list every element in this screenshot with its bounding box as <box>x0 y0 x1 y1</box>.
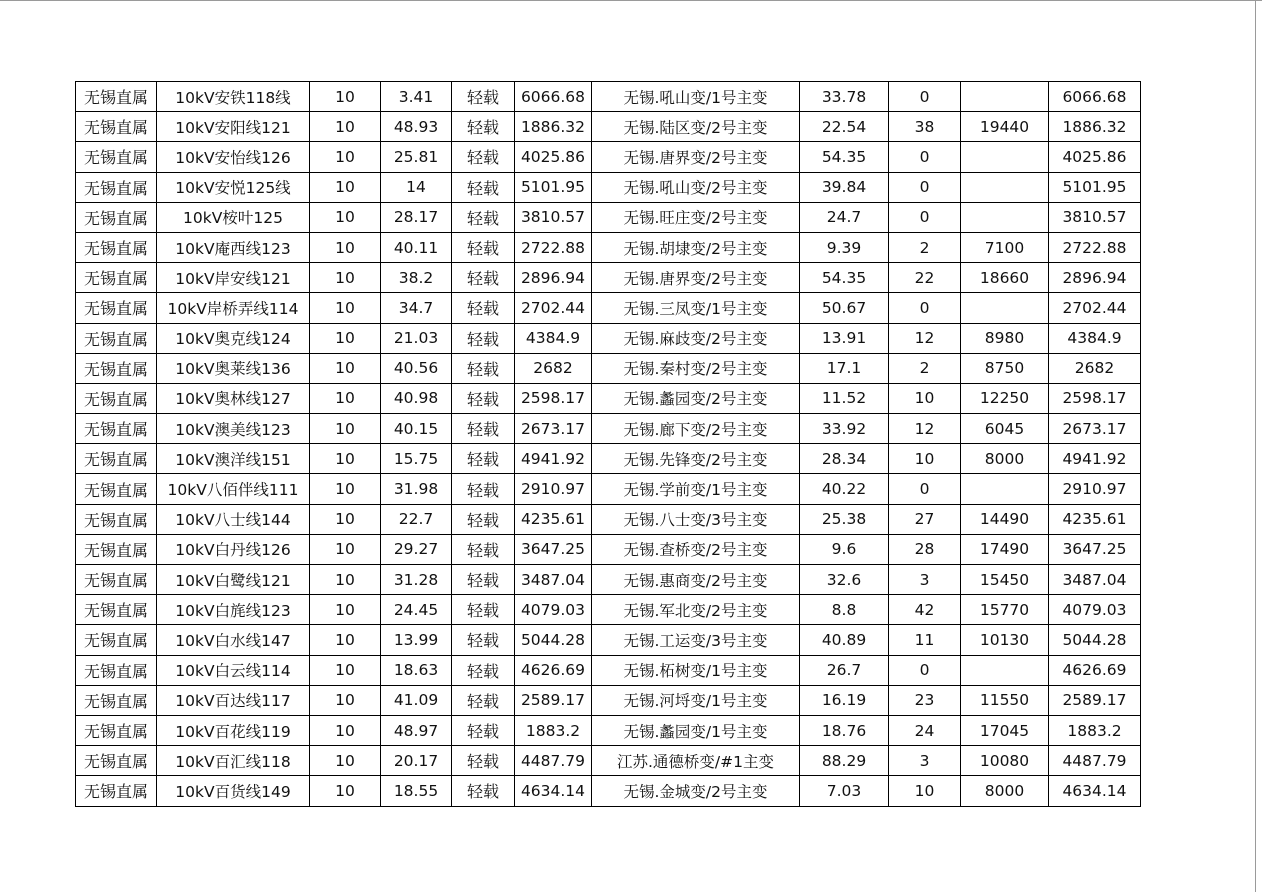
cell-value-b: 1883.2 <box>1049 715 1141 745</box>
cell-count: 38 <box>889 112 961 142</box>
table-row <box>76 655 1141 685</box>
table-row <box>76 776 1141 806</box>
cell-load-status: 轻载 <box>452 232 515 262</box>
cell-transformer: 无锡.胡埭变/2号主变 <box>592 232 800 262</box>
cell-value-a: 1886.32 <box>515 112 592 142</box>
cell-value-b: 6066.68 <box>1049 82 1141 112</box>
table-row <box>76 746 1141 776</box>
cell-load-status: 轻载 <box>452 112 515 142</box>
cell-count: 0 <box>889 293 961 323</box>
cell-capacity <box>961 142 1049 172</box>
cell-line-name: 10kV百汇线118 <box>157 746 310 776</box>
cell-capacity <box>961 474 1049 504</box>
cell-load-status: 轻载 <box>452 655 515 685</box>
cell-load-rate: 18.55 <box>381 776 452 806</box>
cell-line-name: 10kV庵西线123 <box>157 232 310 262</box>
cell-load-rate: 48.97 <box>381 715 452 745</box>
cell-line-name: 10kV澳美线123 <box>157 414 310 444</box>
cell-transformer-load-rate: 18.76 <box>800 715 889 745</box>
cell-value-b: 3810.57 <box>1049 202 1141 232</box>
cell-transformer-load-rate: 88.29 <box>800 746 889 776</box>
cell-voltage-level: 10 <box>310 232 381 262</box>
cell-count: 0 <box>889 474 961 504</box>
cell-load-rate: 13.99 <box>381 625 452 655</box>
cell-load-rate: 31.98 <box>381 474 452 504</box>
cell-transformer-load-rate: 22.54 <box>800 112 889 142</box>
cell-capacity: 15770 <box>961 595 1049 625</box>
cell-voltage-level: 10 <box>310 685 381 715</box>
cell-value-b: 3487.04 <box>1049 565 1141 595</box>
cell-value-b: 4634.14 <box>1049 776 1141 806</box>
cell-voltage-level: 10 <box>310 504 381 534</box>
cell-value-b: 4025.86 <box>1049 142 1141 172</box>
cell-value-a: 4384.9 <box>515 323 592 353</box>
cell-value-a: 5044.28 <box>515 625 592 655</box>
cell-count: 3 <box>889 565 961 595</box>
cell-transformer-load-rate: 54.35 <box>800 263 889 293</box>
cell-transformer-load-rate: 33.78 <box>800 82 889 112</box>
cell-load-rate: 25.81 <box>381 142 452 172</box>
cell-voltage-level: 10 <box>310 414 381 444</box>
cell-value-b: 4235.61 <box>1049 504 1141 534</box>
cell-voltage-level: 10 <box>310 776 381 806</box>
cell-line-name: 10kV岸安线121 <box>157 263 310 293</box>
cell-transformer: 无锡.学前变/1号主变 <box>592 474 800 504</box>
cell-unit: 无锡直属 <box>76 595 157 625</box>
cell-unit: 无锡直属 <box>76 474 157 504</box>
cell-line-name: 10kV安悦125线 <box>157 172 310 202</box>
cell-transformer-load-rate: 11.52 <box>800 383 889 413</box>
cell-load-status: 轻载 <box>452 383 515 413</box>
cell-line-name: 10kV白鹭线121 <box>157 565 310 595</box>
cell-unit: 无锡直属 <box>76 232 157 262</box>
cell-value-a: 2910.97 <box>515 474 592 504</box>
cell-value-b: 2673.17 <box>1049 414 1141 444</box>
table-row <box>76 534 1141 564</box>
cell-load-rate: 15.75 <box>381 444 452 474</box>
cell-transformer: 无锡.蠡园变/2号主变 <box>592 383 800 413</box>
cell-value-a: 2682 <box>515 353 592 383</box>
cell-unit: 无锡直属 <box>76 444 157 474</box>
cell-capacity: 6045 <box>961 414 1049 444</box>
table-body <box>76 82 1141 807</box>
cell-voltage-level: 10 <box>310 474 381 504</box>
cell-line-name: 10kV奥克线124 <box>157 323 310 353</box>
cell-transformer-load-rate: 39.84 <box>800 172 889 202</box>
cell-load-status: 轻载 <box>452 595 515 625</box>
cell-count: 0 <box>889 142 961 172</box>
cell-voltage-level: 10 <box>310 534 381 564</box>
cell-transformer: 无锡.军北变/2号主变 <box>592 595 800 625</box>
cell-capacity <box>961 172 1049 202</box>
cell-transformer: 无锡.金城变/2号主变 <box>592 776 800 806</box>
cell-unit: 无锡直属 <box>76 172 157 202</box>
cell-transformer-load-rate: 25.38 <box>800 504 889 534</box>
cell-voltage-level: 10 <box>310 172 381 202</box>
table-row <box>76 293 1141 323</box>
cell-voltage-level: 10 <box>310 353 381 383</box>
cell-load-rate: 40.56 <box>381 353 452 383</box>
table-row <box>76 232 1141 262</box>
cell-value-a: 6066.68 <box>515 82 592 112</box>
cell-count: 11 <box>889 625 961 655</box>
cell-capacity <box>961 655 1049 685</box>
cell-line-name: 10kV安阳线121 <box>157 112 310 142</box>
cell-unit: 无锡直属 <box>76 565 157 595</box>
cell-voltage-level: 10 <box>310 383 381 413</box>
table-row <box>76 715 1141 745</box>
cell-value-b: 2722.88 <box>1049 232 1141 262</box>
table-row <box>76 444 1141 474</box>
cell-load-rate: 38.2 <box>381 263 452 293</box>
cell-load-rate: 3.41 <box>381 82 452 112</box>
cell-unit: 无锡直属 <box>76 715 157 745</box>
cell-count: 10 <box>889 776 961 806</box>
cell-capacity: 7100 <box>961 232 1049 262</box>
cell-value-a: 3647.25 <box>515 534 592 564</box>
cell-value-b: 5044.28 <box>1049 625 1141 655</box>
cell-capacity <box>961 293 1049 323</box>
cell-transformer-load-rate: 26.7 <box>800 655 889 685</box>
cell-value-b: 1886.32 <box>1049 112 1141 142</box>
table-row <box>76 353 1141 383</box>
table-row <box>76 172 1141 202</box>
cell-transformer-load-rate: 17.1 <box>800 353 889 383</box>
cell-transformer-load-rate: 28.34 <box>800 444 889 474</box>
cell-transformer-load-rate: 9.6 <box>800 534 889 564</box>
cell-unit: 无锡直属 <box>76 655 157 685</box>
cell-value-a: 2589.17 <box>515 685 592 715</box>
cell-unit: 无锡直属 <box>76 142 157 172</box>
cell-value-b: 2598.17 <box>1049 383 1141 413</box>
cell-value-a: 4079.03 <box>515 595 592 625</box>
cell-load-rate: 40.15 <box>381 414 452 444</box>
cell-load-rate: 14 <box>381 172 452 202</box>
cell-value-a: 4025.86 <box>515 142 592 172</box>
cell-count: 42 <box>889 595 961 625</box>
cell-value-b: 4487.79 <box>1049 746 1141 776</box>
cell-value-a: 4626.69 <box>515 655 592 685</box>
cell-line-name: 10kV白旄线123 <box>157 595 310 625</box>
cell-transformer: 无锡.唐界变/2号主变 <box>592 263 800 293</box>
table-row <box>76 142 1141 172</box>
cell-load-status: 轻载 <box>452 625 515 655</box>
cell-line-name: 10kV百花线119 <box>157 715 310 745</box>
cell-value-a: 3487.04 <box>515 565 592 595</box>
cell-transformer-load-rate: 16.19 <box>800 685 889 715</box>
cell-value-b: 5101.95 <box>1049 172 1141 202</box>
cell-capacity: 8980 <box>961 323 1049 353</box>
cell-load-rate: 21.03 <box>381 323 452 353</box>
cell-load-status: 轻载 <box>452 82 515 112</box>
cell-unit: 无锡直属 <box>76 414 157 444</box>
cell-capacity: 8000 <box>961 776 1049 806</box>
table-row <box>76 625 1141 655</box>
cell-voltage-level: 10 <box>310 655 381 685</box>
cell-transformer-load-rate: 9.39 <box>800 232 889 262</box>
cell-line-name: 10kV八士线144 <box>157 504 310 534</box>
cell-transformer-load-rate: 54.35 <box>800 142 889 172</box>
cell-load-status: 轻载 <box>452 504 515 534</box>
cell-load-rate: 34.7 <box>381 293 452 323</box>
table-row <box>76 112 1141 142</box>
cell-load-rate: 41.09 <box>381 685 452 715</box>
feeder-load-table <box>75 81 1141 807</box>
cell-line-name: 10kV白云线114 <box>157 655 310 685</box>
cell-transformer: 无锡.吼山变/2号主变 <box>592 172 800 202</box>
cell-voltage-level: 10 <box>310 565 381 595</box>
cell-value-a: 1883.2 <box>515 715 592 745</box>
table-row <box>76 263 1141 293</box>
cell-load-status: 轻载 <box>452 715 515 745</box>
cell-load-rate: 20.17 <box>381 746 452 776</box>
cell-value-a: 2896.94 <box>515 263 592 293</box>
cell-line-name: 10kV百货线149 <box>157 776 310 806</box>
cell-load-rate: 40.11 <box>381 232 452 262</box>
cell-count: 10 <box>889 444 961 474</box>
cell-value-b: 2896.94 <box>1049 263 1141 293</box>
cell-load-status: 轻载 <box>452 746 515 776</box>
cell-value-a: 2673.17 <box>515 414 592 444</box>
cell-load-status: 轻载 <box>452 685 515 715</box>
cell-load-rate: 22.7 <box>381 504 452 534</box>
cell-capacity: 19440 <box>961 112 1049 142</box>
cell-load-rate: 29.27 <box>381 534 452 564</box>
cell-transformer-load-rate: 32.6 <box>800 565 889 595</box>
cell-transformer: 无锡.陆区变/2号主变 <box>592 112 800 142</box>
cell-value-a: 3810.57 <box>515 202 592 232</box>
cell-capacity: 8000 <box>961 444 1049 474</box>
table-row <box>76 685 1141 715</box>
cell-line-name: 10kV奥林线127 <box>157 383 310 413</box>
cell-load-rate: 31.28 <box>381 565 452 595</box>
cell-load-status: 轻载 <box>452 323 515 353</box>
cell-transformer-load-rate: 24.7 <box>800 202 889 232</box>
cell-transformer: 无锡.先锋变/2号主变 <box>592 444 800 474</box>
cell-voltage-level: 10 <box>310 595 381 625</box>
cell-load-status: 轻载 <box>452 776 515 806</box>
cell-capacity: 14490 <box>961 504 1049 534</box>
cell-value-a: 4941.92 <box>515 444 592 474</box>
cell-capacity: 11550 <box>961 685 1049 715</box>
cell-transformer-load-rate: 13.91 <box>800 323 889 353</box>
cell-line-name: 10kV百达线117 <box>157 685 310 715</box>
cell-voltage-level: 10 <box>310 625 381 655</box>
page-right-border <box>1255 0 1256 892</box>
cell-line-name: 10kV白水线147 <box>157 625 310 655</box>
cell-load-status: 轻载 <box>452 172 515 202</box>
cell-capacity: 12250 <box>961 383 1049 413</box>
table-row <box>76 565 1141 595</box>
cell-count: 0 <box>889 172 961 202</box>
cell-unit: 无锡直属 <box>76 82 157 112</box>
cell-load-status: 轻载 <box>452 353 515 383</box>
cell-voltage-level: 10 <box>310 82 381 112</box>
cell-value-a: 4634.14 <box>515 776 592 806</box>
cell-capacity <box>961 82 1049 112</box>
cell-capacity: 10080 <box>961 746 1049 776</box>
cell-load-status: 轻载 <box>452 142 515 172</box>
cell-count: 24 <box>889 715 961 745</box>
cell-transformer: 无锡.工运变/3号主变 <box>592 625 800 655</box>
cell-value-a: 2598.17 <box>515 383 592 413</box>
cell-voltage-level: 10 <box>310 202 381 232</box>
cell-load-status: 轻载 <box>452 293 515 323</box>
cell-line-name: 10kV澳洋线151 <box>157 444 310 474</box>
cell-value-a: 4235.61 <box>515 504 592 534</box>
cell-transformer: 无锡.蠡园变/1号主变 <box>592 715 800 745</box>
table-row <box>76 414 1141 444</box>
cell-transformer: 无锡.廊下变/2号主变 <box>592 414 800 444</box>
cell-count: 12 <box>889 414 961 444</box>
cell-value-a: 4487.79 <box>515 746 592 776</box>
cell-capacity: 15450 <box>961 565 1049 595</box>
cell-voltage-level: 10 <box>310 142 381 172</box>
cell-load-status: 轻载 <box>452 534 515 564</box>
table-row <box>76 504 1141 534</box>
cell-load-status: 轻载 <box>452 474 515 504</box>
cell-transformer: 无锡.惠商变/2号主变 <box>592 565 800 595</box>
cell-line-name: 10kV安铁118线 <box>157 82 310 112</box>
cell-transformer: 无锡.查桥变/2号主变 <box>592 534 800 564</box>
cell-unit: 无锡直属 <box>76 353 157 383</box>
cell-count: 2 <box>889 232 961 262</box>
cell-unit: 无锡直属 <box>76 685 157 715</box>
cell-value-b: 4384.9 <box>1049 323 1141 353</box>
cell-count: 10 <box>889 383 961 413</box>
cell-unit: 无锡直属 <box>76 323 157 353</box>
cell-value-b: 4941.92 <box>1049 444 1141 474</box>
cell-load-rate: 28.17 <box>381 202 452 232</box>
cell-transformer: 无锡.柘树变/1号主变 <box>592 655 800 685</box>
cell-voltage-level: 10 <box>310 746 381 776</box>
cell-unit: 无锡直属 <box>76 776 157 806</box>
cell-line-name: 10kV奥莱线136 <box>157 353 310 383</box>
cell-transformer: 无锡.吼山变/1号主变 <box>592 82 800 112</box>
cell-value-b: 2910.97 <box>1049 474 1141 504</box>
cell-capacity: 17045 <box>961 715 1049 745</box>
cell-value-a: 2722.88 <box>515 232 592 262</box>
cell-count: 28 <box>889 534 961 564</box>
cell-transformer-load-rate: 40.89 <box>800 625 889 655</box>
cell-value-b: 4079.03 <box>1049 595 1141 625</box>
cell-transformer-load-rate: 8.8 <box>800 595 889 625</box>
cell-line-name: 10kV桉叶125 <box>157 202 310 232</box>
table-row <box>76 202 1141 232</box>
cell-count: 0 <box>889 202 961 232</box>
cell-load-rate: 48.93 <box>381 112 452 142</box>
cell-capacity <box>961 202 1049 232</box>
cell-value-b: 4626.69 <box>1049 655 1141 685</box>
table-row <box>76 474 1141 504</box>
cell-line-name: 10kV八佰伴线111 <box>157 474 310 504</box>
cell-unit: 无锡直属 <box>76 293 157 323</box>
table-row <box>76 595 1141 625</box>
cell-unit: 无锡直属 <box>76 202 157 232</box>
table-row <box>76 323 1141 353</box>
cell-capacity: 10130 <box>961 625 1049 655</box>
cell-voltage-level: 10 <box>310 293 381 323</box>
cell-count: 3 <box>889 746 961 776</box>
cell-unit: 无锡直属 <box>76 746 157 776</box>
cell-transformer: 无锡.唐界变/2号主变 <box>592 142 800 172</box>
cell-load-status: 轻载 <box>452 565 515 595</box>
cell-value-b: 3647.25 <box>1049 534 1141 564</box>
cell-value-b: 2682 <box>1049 353 1141 383</box>
cell-unit: 无锡直属 <box>76 263 157 293</box>
cell-value-b: 2702.44 <box>1049 293 1141 323</box>
cell-voltage-level: 10 <box>310 112 381 142</box>
cell-count: 12 <box>889 323 961 353</box>
cell-transformer: 江苏.通德桥变/#1主变 <box>592 746 800 776</box>
cell-value-b: 2589.17 <box>1049 685 1141 715</box>
cell-value-a: 2702.44 <box>515 293 592 323</box>
cell-transformer: 无锡.八士变/3号主变 <box>592 504 800 534</box>
cell-transformer: 无锡.旺庄变/2号主变 <box>592 202 800 232</box>
cell-line-name: 10kV白丹线126 <box>157 534 310 564</box>
cell-load-rate: 18.63 <box>381 655 452 685</box>
cell-load-status: 轻载 <box>452 202 515 232</box>
cell-voltage-level: 10 <box>310 323 381 353</box>
cell-count: 0 <box>889 655 961 685</box>
cell-count: 2 <box>889 353 961 383</box>
cell-capacity: 8750 <box>961 353 1049 383</box>
cell-load-status: 轻载 <box>452 263 515 293</box>
cell-line-name: 10kV安怡线126 <box>157 142 310 172</box>
cell-load-status: 轻载 <box>452 444 515 474</box>
cell-count: 27 <box>889 504 961 534</box>
cell-count: 22 <box>889 263 961 293</box>
cell-unit: 无锡直属 <box>76 112 157 142</box>
cell-load-rate: 24.45 <box>381 595 452 625</box>
cell-transformer: 无锡.麻歧变/2号主变 <box>592 323 800 353</box>
cell-capacity: 17490 <box>961 534 1049 564</box>
cell-load-status: 轻载 <box>452 414 515 444</box>
table-row <box>76 82 1141 112</box>
cell-transformer-load-rate: 7.03 <box>800 776 889 806</box>
cell-voltage-level: 10 <box>310 444 381 474</box>
cell-count: 23 <box>889 685 961 715</box>
cell-capacity: 18660 <box>961 263 1049 293</box>
table-row <box>76 383 1141 413</box>
cell-line-name: 10kV岸桥弄线114 <box>157 293 310 323</box>
cell-unit: 无锡直属 <box>76 534 157 564</box>
cell-transformer-load-rate: 40.22 <box>800 474 889 504</box>
cell-transformer: 无锡.三凤变/1号主变 <box>592 293 800 323</box>
cell-unit: 无锡直属 <box>76 383 157 413</box>
cell-value-a: 5101.95 <box>515 172 592 202</box>
cell-voltage-level: 10 <box>310 715 381 745</box>
cell-transformer-load-rate: 50.67 <box>800 293 889 323</box>
cell-load-rate: 40.98 <box>381 383 452 413</box>
cell-count: 0 <box>889 82 961 112</box>
cell-voltage-level: 10 <box>310 263 381 293</box>
cell-transformer: 无锡.秦村变/2号主变 <box>592 353 800 383</box>
cell-transformer-load-rate: 33.92 <box>800 414 889 444</box>
page-top-border <box>0 0 1262 1</box>
cell-unit: 无锡直属 <box>76 504 157 534</box>
cell-transformer: 无锡.河埒变/1号主变 <box>592 685 800 715</box>
cell-unit: 无锡直属 <box>76 625 157 655</box>
